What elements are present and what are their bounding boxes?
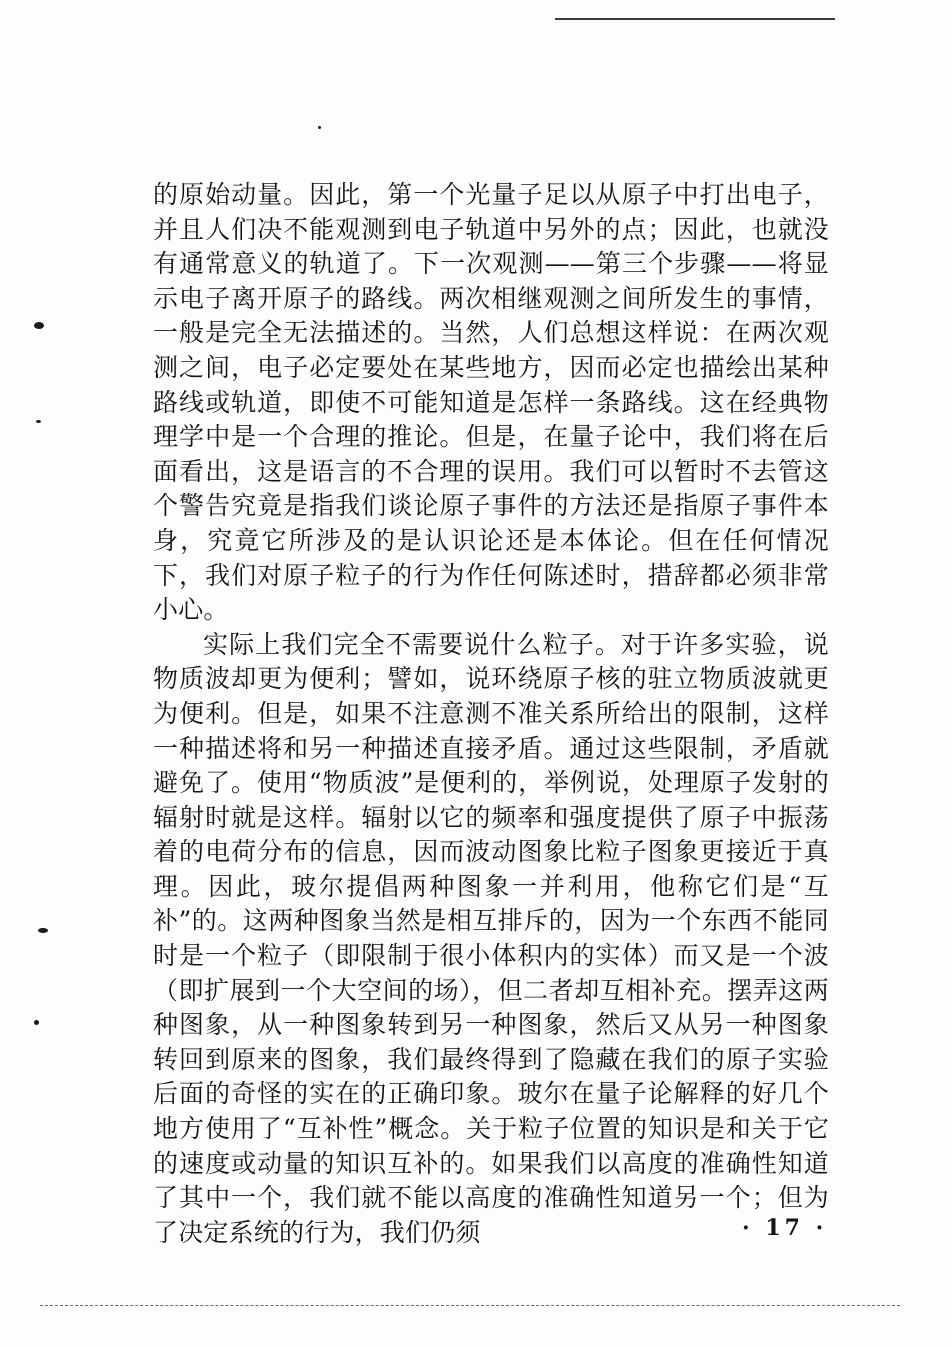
scan-speck [318,126,321,129]
scan-artifact-top-rule [555,18,835,20]
paragraph-1: 的原始动量。因此，第一个光量子足以从原子中打出电子，并且人们决不能观测到电子轨道中另外的点；因此，也就没有通常意义的轨道了。下一次观测——第三个步骤——将显示电子离开原子的路线。两次相继观测之间所发生的事情，一般是完全无法描述的。当然，人们总想这样说：在两次观测之间，电子必定要处在某些地方，因而必定也描绘出某种路线或轨道，即使不可能知道是怎样一条路线。这在经典物理学中是一个合理的推论。但是，在量子论中，我们将在后面看出，这是语言的不合理的误用。我们可以暂时不去管这个警告究竟是指我们谈论原子事件的方法还是指原子事件本身，究竟它所涉及的是认识论还是本体论。但在任何情况下，我们对原子粒子的行为作任何陈述时，措辞都必须非常小心。 [153,180,829,625]
scan-artifact-bottom-rule [40,1305,900,1306]
scan-speck [34,1020,39,1025]
scan-speck [38,928,48,933]
paragraph-2: 实际上我们完全不需要说什么粒子。对于许多实验，说物质波却更为便利；譬如，说环绕原子核的驻立物质波就更为便利。但是，如果不注意测不准关系所给出的限制，这样一种描述将和另一种描述直接矛盾。通过这些限制，矛盾就避免了。使用“物质波”是便利的，举例说，处理原子发射的辐射时就是这样。辐射以它的频率和强度提供了原子中振荡着的电荷分布的信息，因而波动图象比粒子图象更接近于真理。因此，玻尔提倡两种图象一并利用，他称它们是“互补”的。这两种图象当然是相互排斥的，因为一个东西不能同时是一个粒子（即限制于很小体积内的实体）而又是一个波（即扩展到一个大空间的场），但二者却互相补充。摆弄这两种图象，从一种图象转到另一种图象，然后又从另一种图象转回到原来的图象，我们最终得到了隐藏在我们的原子实验后面的奇怪的实在的正确印象。玻尔在量子论解释的好几个地方使用了“互补性”概念。关于粒子位置的知识是和关于它的速度或动量的知识互补的。如果我们以高度的准确性知道了其中一个，我们就不能以高度的准确性知道另一个；但为了决定系统的行为，我们仍须 [153,629,829,1247]
body-text [153,178,829,1250]
scan-speck [36,420,41,423]
scan-speck [34,322,44,329]
page-number: · 17 · [742,1215,828,1241]
